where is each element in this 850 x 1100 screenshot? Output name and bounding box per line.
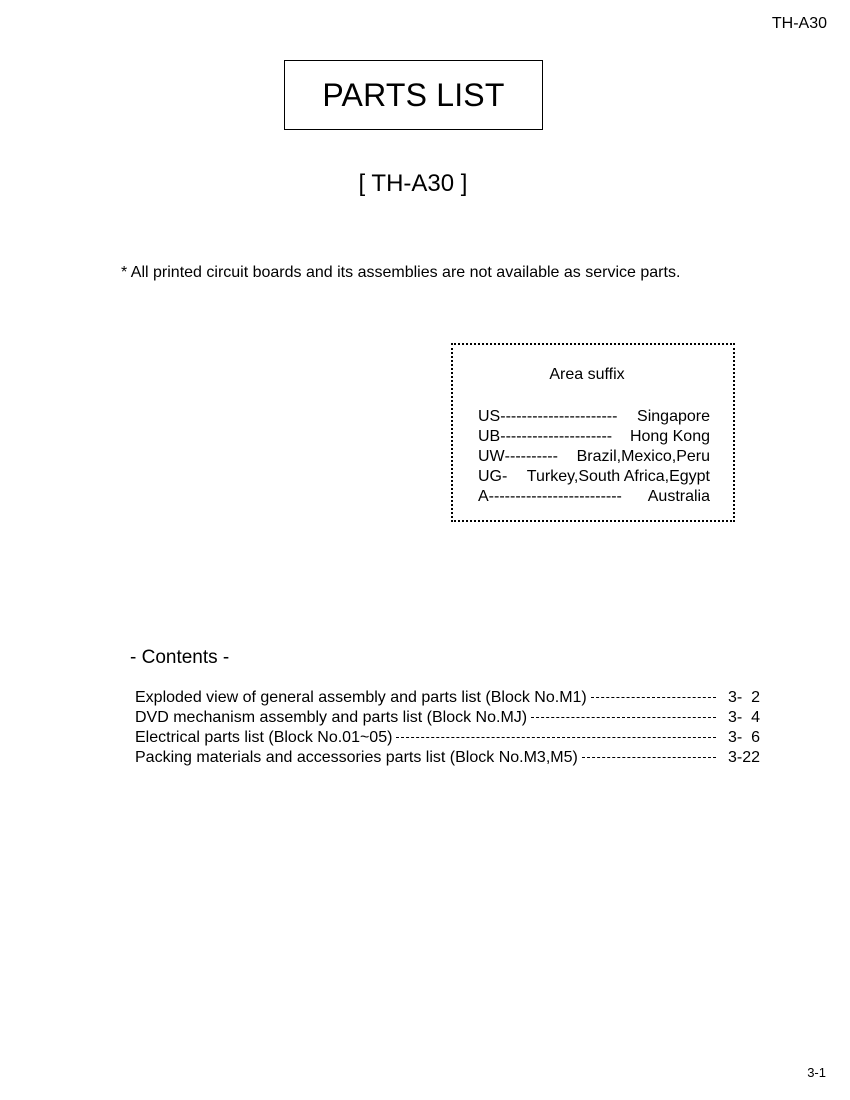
page-title: PARTS LIST xyxy=(322,76,505,113)
toc-label: Electrical parts list (Block No.01~05) xyxy=(135,729,393,746)
toc-entry[interactable] xyxy=(135,728,760,748)
toc-page: 3- 2 xyxy=(727,689,760,706)
table-of-contents xyxy=(135,688,760,768)
area-suffix-box xyxy=(451,343,735,522)
toc-entry[interactable] xyxy=(135,748,760,768)
toc-leader xyxy=(591,696,716,698)
toc-leader xyxy=(582,756,716,758)
toc-label: Exploded view of general assembly and parts list (Block No.M1) xyxy=(135,689,587,706)
area-leader: ---------- xyxy=(504,448,558,465)
area-suffix-list xyxy=(478,407,710,507)
area-leader: --------------------- xyxy=(500,428,613,445)
service-note: * All printed circuit boards and its assemblies are not available as service parts. xyxy=(121,264,681,281)
area-suffix-row xyxy=(478,447,710,467)
model-subtitle: [ TH-A30 ] xyxy=(358,170,468,197)
area-suffix-title: Area suffix xyxy=(549,366,625,383)
toc-page: 3-22 xyxy=(727,749,760,766)
toc-page: 3- 6 xyxy=(727,729,760,746)
toc-leader xyxy=(396,736,716,738)
area-leader: ------------------------- xyxy=(488,488,622,505)
area-name: Singapore xyxy=(637,408,710,425)
area-leader: - xyxy=(502,468,508,485)
area-name: Hong Kong xyxy=(629,428,710,445)
toc-entry[interactable] xyxy=(135,688,760,708)
area-suffix-row xyxy=(478,407,710,427)
area-code: US xyxy=(478,408,501,425)
area-suffix-row xyxy=(478,427,710,447)
area-code: UG xyxy=(478,468,502,485)
toc-label: Packing materials and accessories parts list (Block No.M3,M5) xyxy=(135,749,578,766)
area-name: Brazil,Mexico,Peru xyxy=(576,448,710,465)
page-number: 3-1 xyxy=(807,1065,826,1080)
header-model: TH-A30 xyxy=(771,15,827,32)
area-code: A xyxy=(478,488,489,505)
contents-heading: - Contents - xyxy=(130,647,230,668)
area-name: Turkey,South Africa,Egypt xyxy=(526,468,710,485)
area-suffix-row xyxy=(478,487,710,507)
area-suffix-row xyxy=(478,467,710,487)
toc-leader xyxy=(531,716,716,718)
area-name: Australia xyxy=(647,488,710,505)
toc-label: DVD mechanism assembly and parts list (Block No.MJ) xyxy=(135,709,528,726)
area-code: UB xyxy=(478,428,501,445)
area-code: UW xyxy=(478,448,505,465)
toc-page: 3- 4 xyxy=(727,709,760,726)
area-leader: ---------------------- xyxy=(500,408,618,425)
page-title-box xyxy=(284,60,543,130)
toc-entry[interactable] xyxy=(135,708,760,728)
